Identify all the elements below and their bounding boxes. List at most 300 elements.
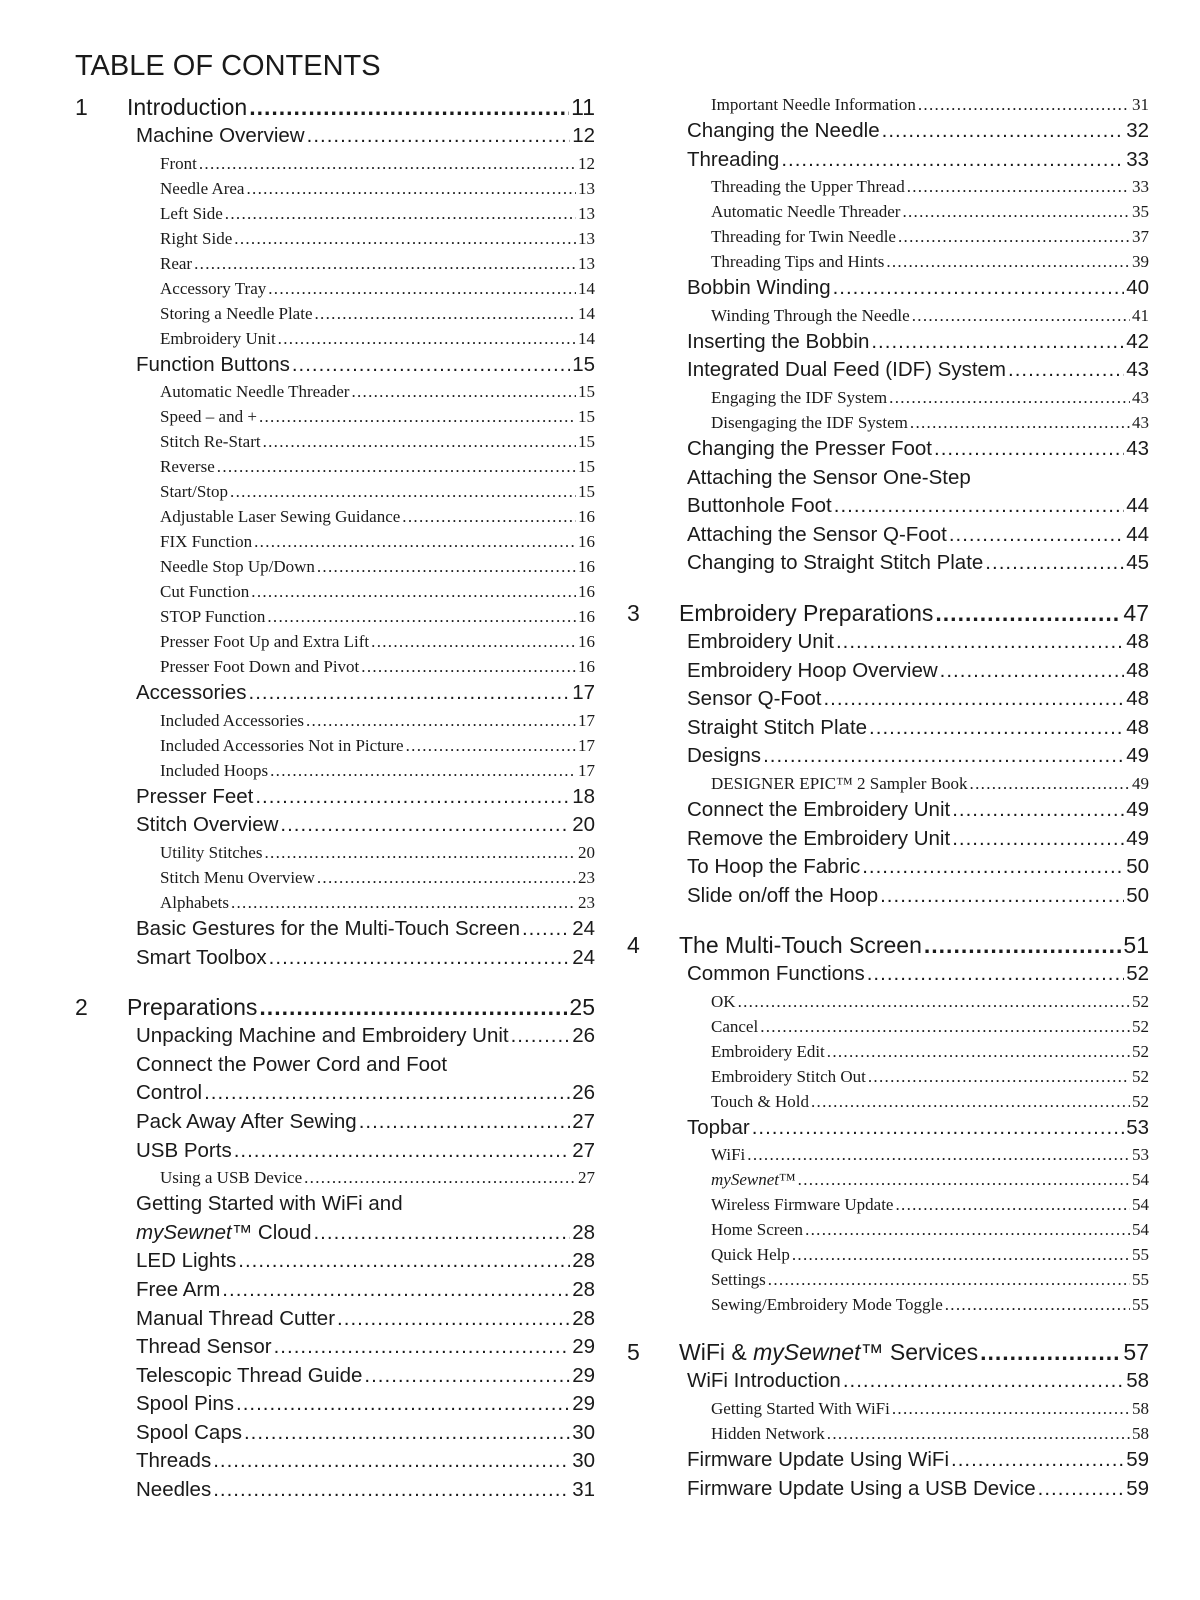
page-number: 29 <box>572 1335 595 1359</box>
dot-leader <box>827 1039 1130 1064</box>
entry-title-text: Settings <box>711 1270 766 1290</box>
toc-section[interactable] <box>75 679 595 708</box>
page-number: 52 <box>1132 1041 1149 1061</box>
toc-subsection[interactable] <box>627 1396 1149 1421</box>
toc-subsection[interactable] <box>75 890 595 915</box>
entry-title-text: Automatic Needle Threader <box>711 202 901 222</box>
page-number: 52 <box>1132 991 1149 1011</box>
page-number: 12 <box>578 153 595 173</box>
toc-section[interactable] <box>627 117 1149 146</box>
toc-section[interactable] <box>75 1247 595 1276</box>
toc-section[interactable] <box>75 351 595 380</box>
page-number: 50 <box>1126 883 1149 907</box>
entry-title-text: Automatic Needle Threader <box>160 382 350 402</box>
toc-subsection[interactable] <box>627 224 1149 249</box>
toc-section[interactable] <box>75 1390 595 1419</box>
toc-subsection[interactable] <box>627 1142 1149 1167</box>
page-number: 24 <box>572 916 595 940</box>
toc-section[interactable] <box>627 853 1149 882</box>
toc-section[interactable] <box>627 685 1149 714</box>
entry-title <box>160 201 223 226</box>
page-number: 37 <box>1132 227 1149 247</box>
dot-leader <box>194 251 576 276</box>
entry-title <box>160 865 315 890</box>
toc-subsection[interactable] <box>75 840 595 865</box>
toc-section[interactable] <box>627 492 1149 521</box>
toc-subsection[interactable] <box>75 758 595 783</box>
dot-leader <box>892 1396 1130 1421</box>
entry-title <box>711 1167 796 1192</box>
page-number: 52 <box>1132 1066 1149 1086</box>
toc-section[interactable] <box>627 657 1149 686</box>
entry-title <box>127 992 257 1022</box>
dot-leader <box>952 825 1124 854</box>
entry-title <box>160 554 315 579</box>
toc-section[interactable] <box>627 356 1149 385</box>
page-number: 27 <box>572 1109 595 1133</box>
entry-title-text: Embroidery Hoop Overview <box>687 658 938 682</box>
page-number: 40 <box>1126 276 1149 300</box>
entry-title-text: Stitch Menu Overview <box>160 867 315 887</box>
toc-section[interactable] <box>627 435 1149 464</box>
entry-title-text: Attaching the Sensor One-Step <box>687 465 971 489</box>
entry-title <box>687 796 950 825</box>
page-number: 54 <box>1132 1195 1149 1215</box>
toc-chapter[interactable] <box>627 930 1149 960</box>
entry-title-text: Needles <box>136 1478 212 1502</box>
toc-section[interactable] <box>75 1333 595 1362</box>
toc-section[interactable] <box>627 1475 1149 1504</box>
entry-title <box>136 1108 357 1137</box>
entry-title-text: Speed – and + <box>160 407 257 427</box>
entry-title <box>160 454 215 479</box>
entry-title-text: Start/Stop <box>160 482 229 502</box>
dot-leader <box>1038 1475 1125 1504</box>
entry-title <box>136 1247 236 1276</box>
entry-title <box>160 529 252 554</box>
entry-title <box>687 853 860 882</box>
toc-subsection[interactable] <box>75 404 595 429</box>
entry-title <box>679 598 933 628</box>
dot-leader <box>924 930 1122 960</box>
dot-leader <box>270 758 576 783</box>
toc-subsection[interactable] <box>627 385 1149 410</box>
entry-title-text: Slide on/off the Hoop <box>687 883 879 907</box>
entry-title-text: Needle Area <box>160 178 245 198</box>
toc-subsection[interactable] <box>75 326 595 351</box>
entry-title-text: Touch & Hold <box>711 1091 809 1111</box>
entry-title <box>136 1219 311 1248</box>
entry-title <box>160 604 265 629</box>
entry-title-text: Embroidery Edit <box>711 1041 825 1061</box>
entry-title-text: Attaching the Sensor Q-Foot <box>687 522 947 546</box>
page-number: 55 <box>1132 1270 1149 1290</box>
toc-section[interactable] <box>627 796 1149 825</box>
toc-section[interactable] <box>627 328 1149 357</box>
page-number: 28 <box>572 1277 595 1301</box>
toc-subsection[interactable] <box>75 454 595 479</box>
entry-title-text: Unpacking Machine and Embroidery Unit <box>136 1024 509 1048</box>
entry-title-text: Cut Function <box>160 582 250 602</box>
page-number: 15 <box>578 457 595 477</box>
page-number: 35 <box>1132 202 1149 222</box>
entry-title <box>711 224 896 249</box>
toc-section[interactable] <box>627 146 1149 175</box>
page-number: 16 <box>578 507 595 527</box>
entry-title-text: Firmware Update Using WiFi <box>687 1448 949 1472</box>
page-number: 43 <box>1126 436 1149 460</box>
dot-leader <box>278 326 576 351</box>
entry-title <box>687 1367 841 1396</box>
entry-title <box>160 151 197 176</box>
dot-leader <box>907 174 1130 199</box>
dot-leader <box>827 1421 1130 1446</box>
toc-section[interactable] <box>75 915 595 944</box>
toc-chapter[interactable] <box>75 92 595 122</box>
dot-leader <box>823 685 1124 714</box>
entry-title-text: Function Buttons <box>136 352 290 376</box>
toc-section[interactable] <box>627 742 1149 771</box>
page-number: 23 <box>578 892 595 912</box>
toc-subsection[interactable] <box>75 708 595 733</box>
toc-section[interactable] <box>75 1051 595 1080</box>
dot-leader <box>306 708 576 733</box>
entry-title-text: Cancel <box>711 1016 759 1036</box>
entry-title-text: Basic Gestures for the Multi-Touch Screen <box>136 916 520 940</box>
toc-section[interactable] <box>627 464 1149 493</box>
entry-title <box>136 1476 211 1505</box>
page-number: 17 <box>578 735 595 755</box>
entry-title <box>160 226 232 251</box>
entry-title <box>136 1190 403 1219</box>
entry-title <box>679 930 922 960</box>
page-number: 41 <box>1132 305 1149 325</box>
toc-subsection[interactable] <box>627 1039 1149 1064</box>
toc-subsection[interactable] <box>627 199 1149 224</box>
dot-leader <box>268 276 576 301</box>
dot-leader <box>246 176 576 201</box>
entry-title-text: Changing the Needle <box>687 119 880 142</box>
toc-subsection[interactable] <box>75 1165 595 1190</box>
dot-leader <box>940 657 1125 686</box>
entry-title <box>160 379 349 404</box>
entry-title-text: WiFi <box>711 1145 746 1165</box>
entry-title <box>711 1396 890 1421</box>
page-number: 47 <box>1123 599 1149 626</box>
toc-section[interactable] <box>627 882 1149 911</box>
entry-title <box>711 174 905 199</box>
toc-subsection[interactable] <box>627 303 1149 328</box>
toc-section[interactable] <box>75 1190 595 1219</box>
dot-leader <box>792 1242 1130 1267</box>
toc-chapter[interactable] <box>75 992 595 1022</box>
toc-subsection[interactable] <box>75 733 595 758</box>
entry-title <box>687 960 865 989</box>
entry-title-text: Getting Started with WiFi and <box>136 1192 403 1216</box>
toc-section[interactable] <box>627 628 1149 657</box>
toc-section[interactable] <box>75 1305 595 1334</box>
page-number: 13 <box>578 253 595 273</box>
entry-title <box>711 771 968 796</box>
page-number: 48 <box>1126 715 1149 739</box>
dot-leader <box>833 274 1125 303</box>
toc-section[interactable] <box>75 1219 595 1248</box>
toc-section[interactable] <box>75 1079 595 1108</box>
dot-leader <box>317 554 576 579</box>
entry-title-text: USB Ports <box>136 1138 232 1162</box>
toc-section[interactable] <box>75 1137 595 1166</box>
entry-title-text: Buttonhole Foot <box>687 494 832 518</box>
dot-leader <box>970 771 1130 796</box>
page-number: 29 <box>572 1363 595 1387</box>
page-number: 25 <box>569 994 595 1021</box>
entry-title-text: Adjustable Laser Sewing Guidance <box>160 507 401 527</box>
dot-leader <box>361 654 576 679</box>
entry-title-prefix: WiFi & <box>679 1339 754 1366</box>
toc-subsection[interactable] <box>75 429 595 454</box>
entry-title-text: Getting Started With WiFi <box>711 1399 890 1419</box>
dot-leader <box>406 733 576 758</box>
page-number: 48 <box>1126 658 1149 682</box>
dot-leader <box>949 521 1124 550</box>
entry-title <box>160 404 257 429</box>
entry-title <box>687 882 878 911</box>
entry-title-text: Embroidery Unit <box>160 328 276 348</box>
page-number: 45 <box>1126 551 1149 575</box>
toc-subsection[interactable] <box>75 226 595 251</box>
page-number: 30 <box>572 1449 595 1473</box>
entry-title <box>160 176 244 201</box>
dot-leader <box>798 1167 1130 1192</box>
dot-leader <box>886 249 1130 274</box>
entry-title <box>160 758 268 783</box>
page-number: 14 <box>578 328 595 348</box>
page-number: 33 <box>1126 147 1149 171</box>
dot-leader <box>254 529 576 554</box>
toc-section[interactable] <box>75 1276 595 1305</box>
toc-section[interactable] <box>627 714 1149 743</box>
entry-title <box>711 1142 745 1167</box>
entry-title-text: Connect the Power Cord and Foot <box>136 1052 448 1076</box>
dot-leader <box>230 479 576 504</box>
toc-subsection[interactable] <box>75 379 595 404</box>
toc-subsection[interactable] <box>627 1089 1149 1114</box>
entry-title-text: Included Hoops <box>160 760 269 780</box>
toc-subsection[interactable] <box>75 176 595 201</box>
dot-leader <box>234 226 576 251</box>
toc-section[interactable] <box>75 1362 595 1391</box>
page-number: 55 <box>1132 1295 1149 1315</box>
page-number: 44 <box>1126 522 1149 546</box>
page-number: 24 <box>572 945 595 969</box>
toc-subsection[interactable] <box>627 1242 1149 1267</box>
page-number: 18 <box>572 784 595 808</box>
page-number: 52 <box>1132 1016 1149 1036</box>
entry-title <box>136 1079 202 1108</box>
toc-subsection[interactable] <box>75 529 595 554</box>
toc-subsection[interactable] <box>627 1167 1149 1192</box>
dot-leader <box>910 410 1130 435</box>
entry-title <box>711 199 900 224</box>
toc-subsection[interactable] <box>627 92 1149 117</box>
page-number: 33 <box>1132 177 1149 197</box>
toc-section[interactable] <box>75 1108 595 1137</box>
toc-subsection[interactable] <box>627 249 1149 274</box>
toc-section[interactable] <box>627 825 1149 854</box>
toc-section[interactable] <box>627 960 1149 989</box>
toc-subsection[interactable] <box>627 1064 1149 1089</box>
entry-title-text: Front <box>160 153 197 173</box>
entry-title <box>160 708 304 733</box>
entry-title-text: Accessory Tray <box>160 278 267 298</box>
toc-subsection[interactable] <box>75 251 595 276</box>
entry-title <box>687 1446 949 1475</box>
dot-leader <box>364 1362 570 1391</box>
entry-title <box>160 1165 302 1190</box>
entry-title-text: Quick Help <box>711 1245 790 1265</box>
dot-leader <box>359 1108 571 1137</box>
toc-section[interactable] <box>75 1419 595 1448</box>
page-number: 14 <box>578 303 595 323</box>
entry-title-text: Smart Toolbox <box>136 945 267 969</box>
dot-leader <box>280 811 570 840</box>
entry-title-text: Right Side <box>160 228 233 248</box>
dot-leader <box>781 146 1124 175</box>
toc-section[interactable] <box>75 783 595 812</box>
toc-subsection[interactable] <box>75 301 595 326</box>
dot-leader <box>1008 356 1124 385</box>
toc-section[interactable] <box>75 1447 595 1476</box>
toc-section[interactable] <box>627 1367 1149 1396</box>
page-number: 15 <box>578 407 595 427</box>
toc-subsection[interactable] <box>627 410 1149 435</box>
page-number: 39 <box>1132 252 1149 272</box>
toc-subsection[interactable] <box>75 654 595 679</box>
dot-leader <box>935 598 1121 628</box>
toc-subsection[interactable] <box>75 504 595 529</box>
toc-section[interactable] <box>627 274 1149 303</box>
toc-section[interactable] <box>75 811 595 840</box>
toc-section[interactable] <box>75 1022 595 1051</box>
toc-section[interactable] <box>75 944 595 973</box>
entry-title-text: Threading Tips and Hints <box>711 252 885 272</box>
entry-title <box>711 989 736 1014</box>
chapter-number: 2 <box>75 994 88 1021</box>
toc-subsection[interactable] <box>75 865 595 890</box>
entry-title <box>136 1390 234 1419</box>
toc-subsection[interactable] <box>75 629 595 654</box>
entry-title-text: Spool Pins <box>136 1392 235 1416</box>
entry-title <box>687 328 869 357</box>
dot-leader <box>249 679 571 708</box>
dot-leader <box>805 1217 1130 1242</box>
page-number: 59 <box>1126 1476 1149 1500</box>
page-number: 32 <box>1126 119 1149 142</box>
entry-title <box>160 251 192 276</box>
page-number: 12 <box>572 124 595 147</box>
entry-title-text: Threading the Upper Thread <box>711 177 905 197</box>
entry-title-text: Control <box>136 1081 203 1105</box>
entry-title <box>711 1192 893 1217</box>
entry-title <box>687 146 779 175</box>
dot-leader <box>738 989 1130 1014</box>
toc-section[interactable] <box>627 549 1149 578</box>
toc-subsection[interactable] <box>627 1014 1149 1039</box>
toc-left-column <box>75 92 595 1505</box>
toc-section[interactable] <box>627 1446 1149 1475</box>
toc-subsection[interactable] <box>627 1421 1149 1446</box>
entry-title <box>679 1337 978 1367</box>
toc-subsection[interactable] <box>75 151 595 176</box>
entry-title <box>136 351 290 380</box>
toc-subsection[interactable] <box>627 771 1149 796</box>
toc-subsection[interactable] <box>627 1267 1149 1292</box>
page-number: 30 <box>572 1420 595 1444</box>
entry-title <box>687 435 932 464</box>
dot-leader <box>880 882 1124 911</box>
page-number: 17 <box>578 760 595 780</box>
entry-title-text: FIX Function <box>160 532 253 552</box>
toc-section[interactable] <box>627 1114 1149 1143</box>
entry-title <box>687 1114 750 1143</box>
entry-title <box>711 1267 766 1292</box>
entry-title-text: Straight Stitch Plate <box>687 715 868 739</box>
dot-leader <box>867 960 1124 989</box>
entry-title <box>711 1039 825 1064</box>
entry-title-text: Inserting the Bobbin <box>687 329 870 353</box>
toc-subsection[interactable] <box>627 174 1149 199</box>
toc-section[interactable] <box>75 122 595 151</box>
entry-title <box>711 1421 825 1446</box>
chapter-number: 5 <box>627 1339 640 1366</box>
dot-leader <box>351 379 576 404</box>
toc-chapter[interactable] <box>627 598 1149 628</box>
entry-title-text: Presser Feet <box>136 784 254 808</box>
toc-subsection[interactable] <box>627 1192 1149 1217</box>
toc-subsection[interactable] <box>627 1292 1149 1317</box>
entry-title-text: ™ Cloud <box>231 1220 312 1244</box>
toc-subsection[interactable] <box>75 479 595 504</box>
entry-title <box>160 326 276 351</box>
entry-title-text: Engaging the IDF System <box>711 387 888 407</box>
entry-title <box>136 1137 232 1166</box>
page-number: 31 <box>572 1478 595 1502</box>
dot-leader <box>317 865 576 890</box>
toc-subsection[interactable] <box>75 554 595 579</box>
dot-leader <box>236 1390 570 1419</box>
dot-leader <box>249 92 569 122</box>
entry-title-text: Embroidery Preparations <box>679 599 934 626</box>
toc-section[interactable] <box>75 1476 595 1505</box>
entry-title-text: ™ <box>778 1170 796 1190</box>
toc-subsection[interactable] <box>75 201 595 226</box>
toc-subsection[interactable] <box>627 989 1149 1014</box>
toc-subsection[interactable] <box>627 1217 1149 1242</box>
toc-subsection[interactable] <box>75 579 595 604</box>
entry-title-text: Bobbin Winding <box>687 276 831 300</box>
toc-chapter[interactable] <box>627 1337 1149 1367</box>
dot-leader <box>843 1367 1124 1396</box>
toc-section[interactable] <box>627 521 1149 550</box>
entry-title-text: Storing a Needle Plate <box>160 303 313 323</box>
dot-leader <box>269 944 571 973</box>
page-number: 16 <box>578 532 595 552</box>
toc-subsection[interactable] <box>75 276 595 301</box>
entry-title-text: Presser Foot Up and Extra Lift <box>160 632 370 652</box>
toc-subsection[interactable] <box>75 604 595 629</box>
entry-title-text: WiFi Introduction <box>687 1369 841 1393</box>
entry-title-text: Changing the Presser Foot <box>687 436 932 460</box>
